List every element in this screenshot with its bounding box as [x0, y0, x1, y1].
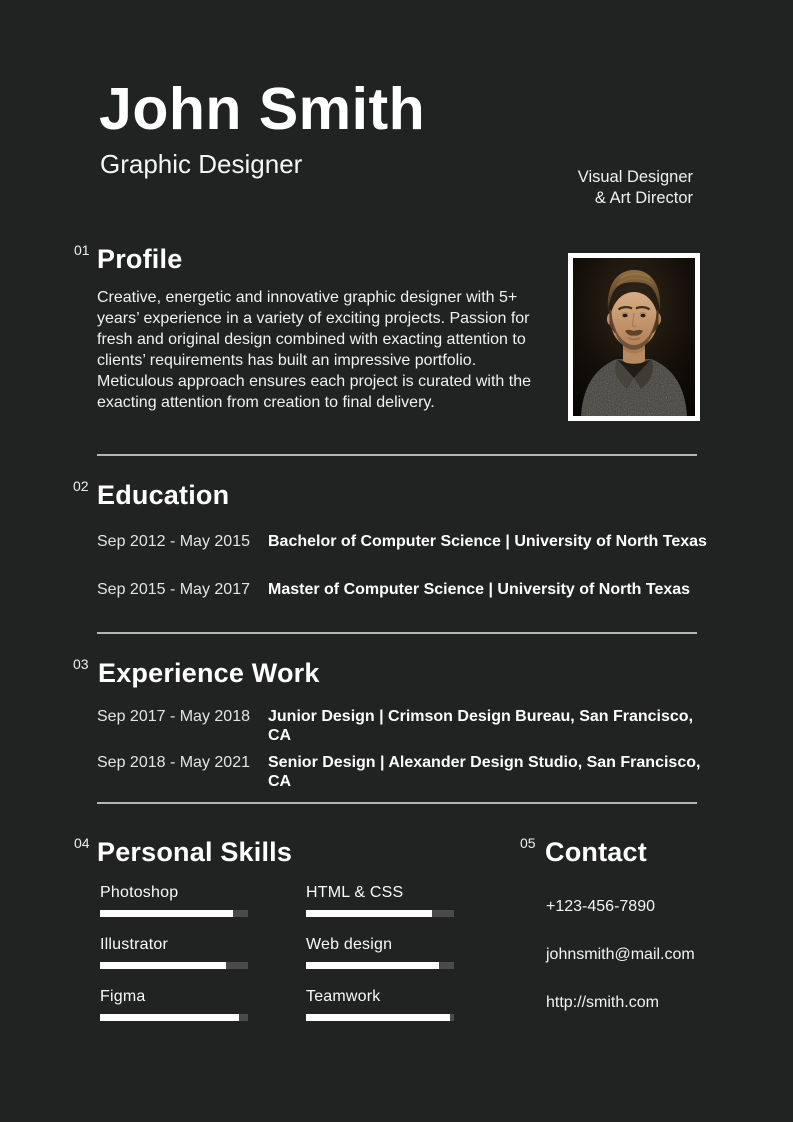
skill-bar-track	[100, 910, 248, 917]
skill-bar-fill	[306, 910, 432, 917]
section-heading-experience: Experience Work	[98, 658, 320, 688]
education-row	[97, 532, 717, 551]
experience-description: Senior Design | Alexander Design Studio, San Francisco, CA	[268, 754, 701, 790]
education-description: Master of Computer Science | University of North Texas	[268, 581, 691, 598]
education-description: Bachelor of Computer Science | University of North Texas	[268, 533, 707, 550]
tagline-line-2: & Art Director	[594, 189, 693, 207]
skill-item	[306, 936, 454, 988]
divider-education-experience	[97, 632, 697, 634]
skill-label: HTML & CSS	[306, 884, 404, 901]
skill-bar-track	[306, 910, 454, 917]
divider-profile-education	[97, 454, 697, 456]
section-number-profile: 01	[74, 242, 90, 258]
profile-summary: Creative, energetic and innovative graphic designer with 5+ years’ experience in a variety of exciting projects. Passion for fresh and original design combined with exacting attention to clients’ requirements has built an impressive portfolio. Meticulous approach ensures each project is curated with the exacting attention from creation to final delivery.	[97, 289, 532, 411]
skill-bar-track	[306, 1014, 454, 1021]
contact-list	[546, 898, 695, 1012]
section-number-contact: 05	[520, 835, 536, 851]
tagline	[578, 167, 693, 209]
skill-bar-track	[306, 962, 454, 969]
section-heading-profile: Profile	[97, 244, 183, 274]
experience-description: Junior Design | Crimson Design Bureau, San Francisco, CA	[268, 708, 694, 744]
skill-bar-fill	[100, 962, 226, 969]
skill-item	[100, 936, 248, 988]
skill-item	[306, 884, 454, 936]
person-name: John Smith	[99, 76, 426, 142]
job-title: Graphic Designer	[100, 149, 303, 179]
divider-experience-skills	[97, 802, 697, 804]
skill-label: Teamwork	[306, 988, 381, 1005]
skill-item	[306, 988, 454, 1040]
profile-photo	[568, 253, 700, 421]
portrait-illustration	[573, 258, 695, 416]
education-row	[97, 580, 717, 599]
contact-website: http://smith.com	[546, 994, 659, 1011]
section-number-experience: 03	[73, 656, 89, 672]
section-number-skills: 04	[74, 835, 90, 851]
experience-dates: Sep 2018 - May 2021	[97, 754, 250, 771]
skill-label: Illustrator	[100, 936, 168, 953]
skill-label: Photoshop	[100, 884, 179, 901]
skill-bar-fill	[306, 1014, 450, 1021]
skills-grid	[100, 884, 454, 1040]
skill-label: Web design	[306, 936, 393, 953]
section-heading-skills: Personal Skills	[97, 837, 293, 867]
section-heading-education: Education	[97, 480, 230, 510]
skill-bar-track	[100, 962, 248, 969]
tagline-line-1: Visual Designer	[577, 168, 693, 186]
skill-bar-fill	[100, 1014, 239, 1021]
education-dates: Sep 2015 - May 2017	[97, 581, 250, 598]
section-number-education: 02	[73, 478, 89, 494]
skill-item	[100, 988, 248, 1040]
skill-bar-fill	[100, 910, 233, 917]
section-heading-contact: Contact	[545, 837, 647, 867]
skill-bar-fill	[306, 962, 439, 969]
experience-row	[97, 707, 717, 745]
contact-email: johnsmith@mail.com	[546, 946, 695, 963]
education-dates: Sep 2012 - May 2015	[97, 533, 250, 550]
skill-bar-track	[100, 1014, 248, 1021]
skill-item	[100, 884, 248, 936]
experience-row	[97, 753, 717, 791]
experience-dates: Sep 2017 - May 2018	[97, 708, 250, 725]
contact-phone: +123-456-7890	[546, 898, 655, 915]
skill-label: Figma	[100, 988, 146, 1005]
